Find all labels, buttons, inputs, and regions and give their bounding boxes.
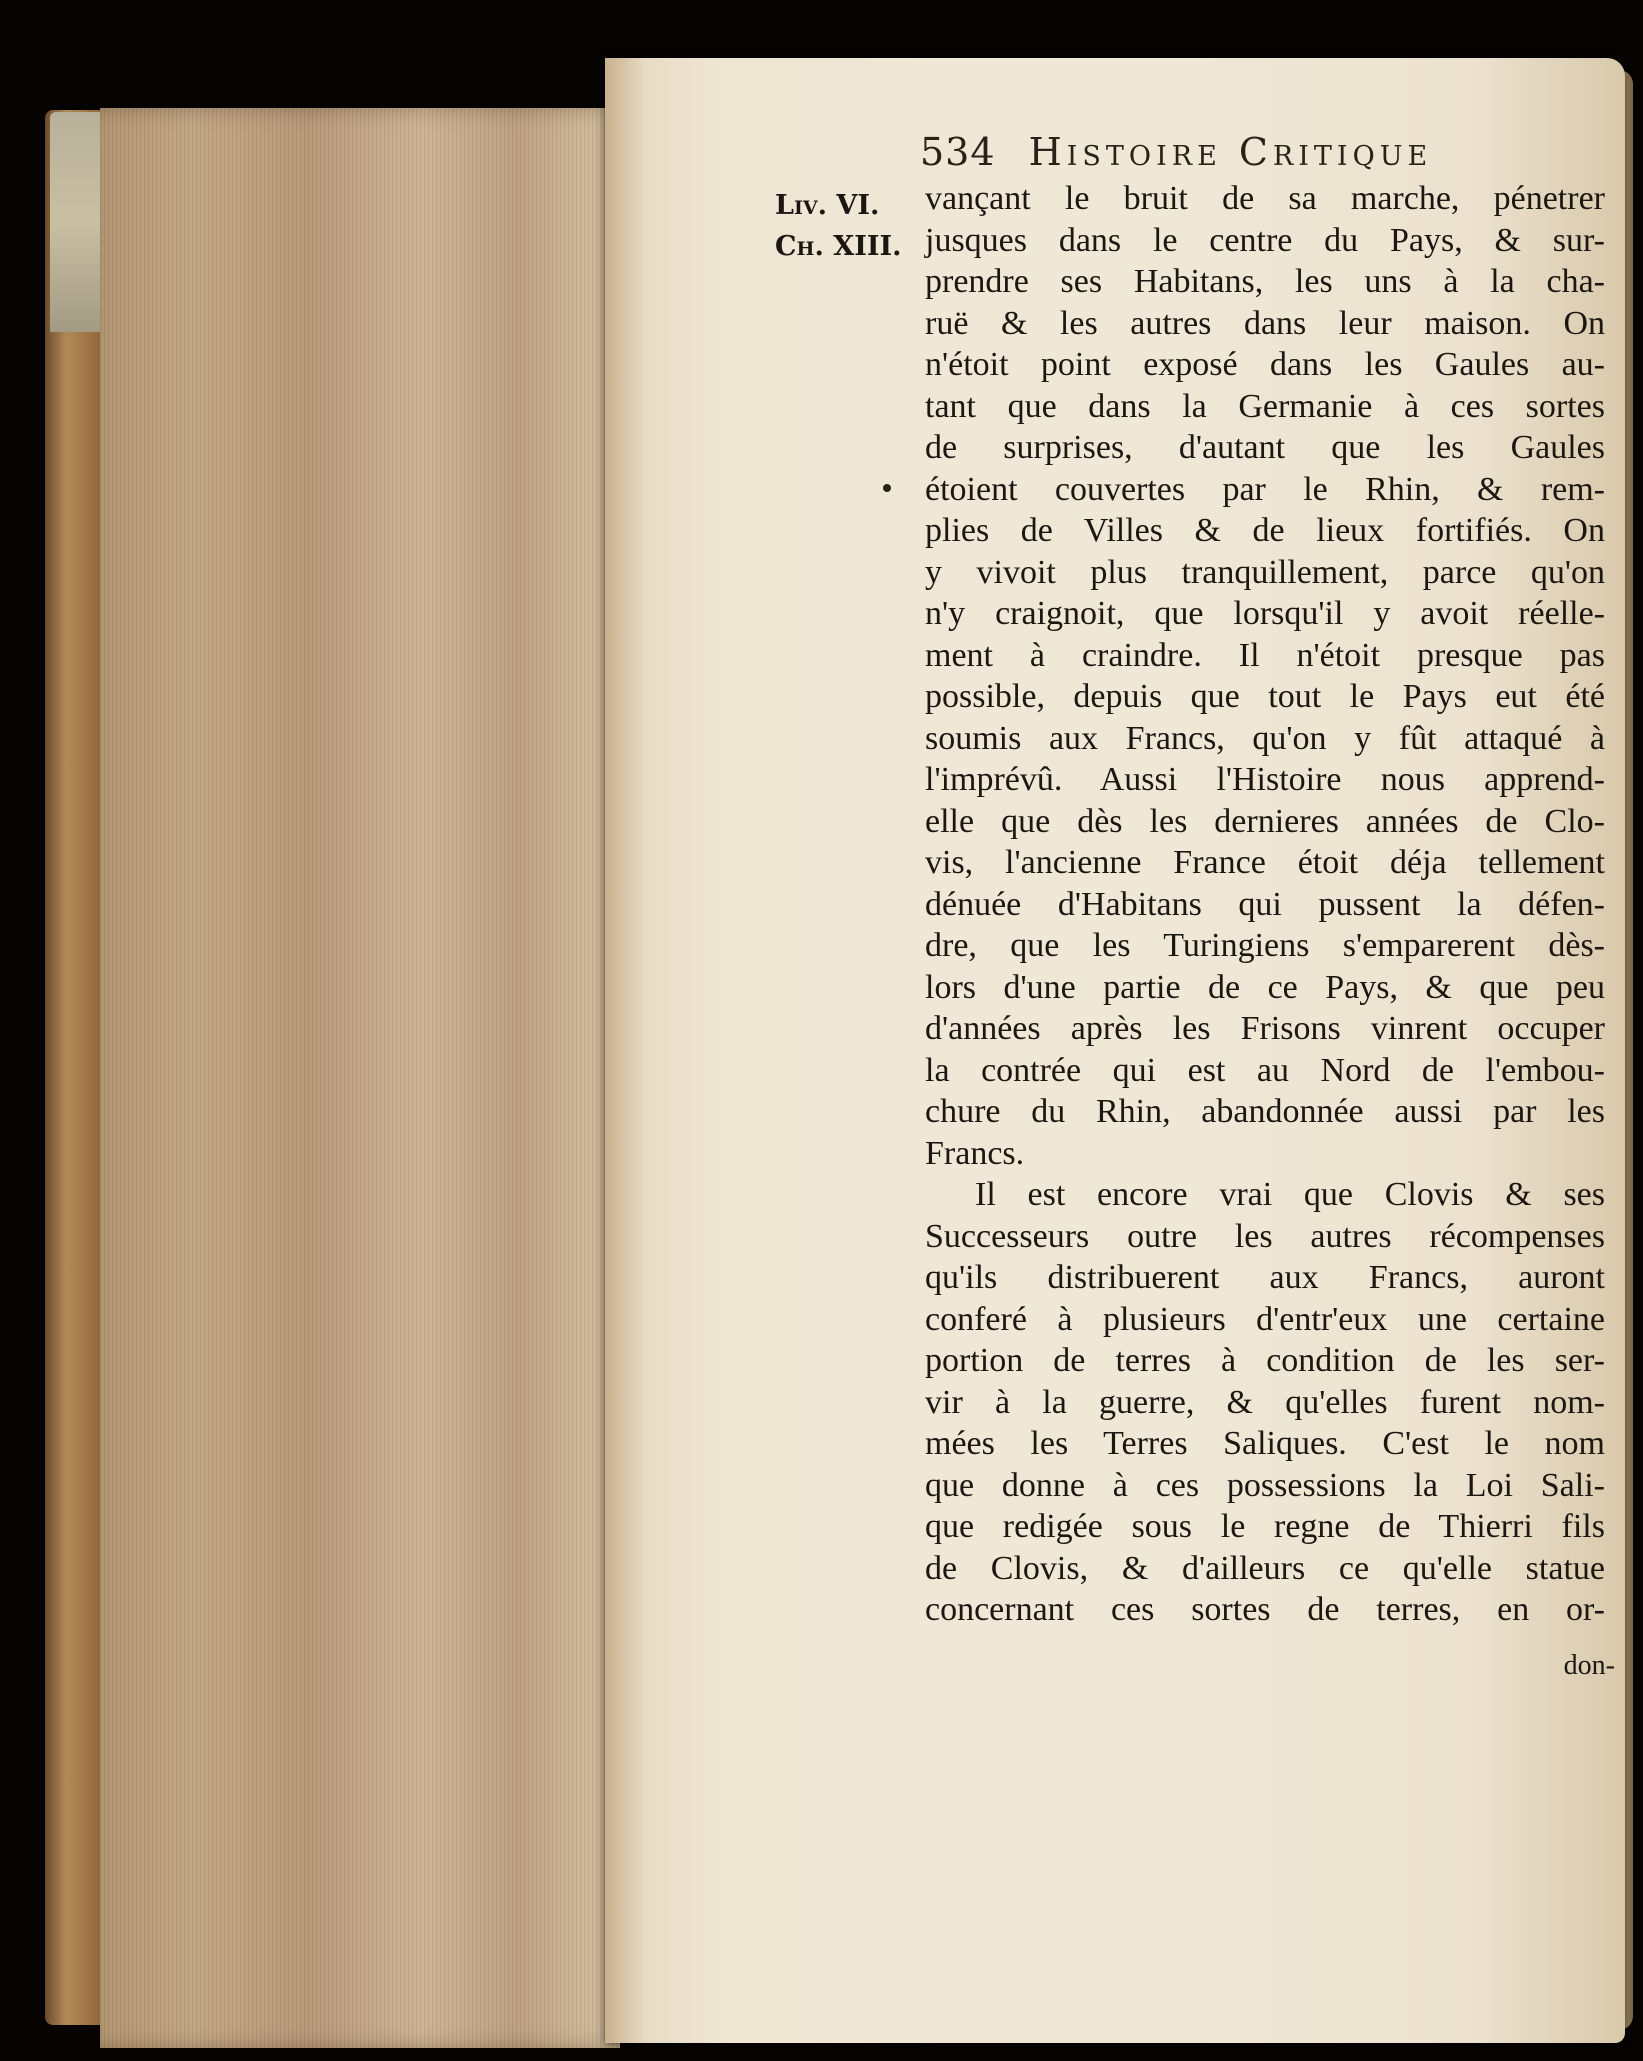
text-line: ruë & les autres dans leur maison. On	[925, 304, 1605, 342]
text-line: l'imprévû. Aussi l'Histoire nous apprend-	[925, 761, 1605, 798]
margin-chapter-ref: Ch. XIII.	[775, 231, 902, 262]
book-spine-worn-corner	[50, 112, 105, 332]
text-line: dénuée d'Habitans qui pussent la défen-	[925, 885, 1605, 923]
text-line: prendre ses Habitans, les uns à la cha-	[925, 263, 1605, 300]
text-line: concernant ces sortes de terres, en or-	[925, 1591, 1605, 1628]
text-line: n'étoit point exposé dans les Gaules au-	[925, 346, 1605, 383]
text-line: vir à la guerre, & qu'elles furent nom-	[925, 1383, 1605, 1421]
text-line: d'années après les Frisons vinrent occuper	[925, 1010, 1605, 1047]
running-title: Histoire Critique	[1028, 130, 1433, 174]
text-line-paragraph-start: Il est encore vrai que Clovis & ses	[975, 1176, 1605, 1213]
text-line: que donne à ces possessions la Loi Sali-	[925, 1466, 1605, 1504]
text-line: que redigée sous le regne de Thierri fils	[925, 1508, 1605, 1545]
text-line: elle que dès les dernieres années de Clo-	[925, 802, 1605, 840]
text-line: soumis aux Francs, qu'on y fût attaqué à	[925, 719, 1605, 757]
margin-book-ref: Liv. VI.	[775, 190, 880, 221]
text-line: de surprises, d'autant que les Gaules	[925, 429, 1605, 466]
text-line: étoient couvertes par le Rhin, & rem-	[925, 470, 1605, 508]
marginal-note	[775, 185, 905, 267]
text-line: jusques dans le centre du Pays, & sur-	[925, 221, 1605, 259]
text-line: conferé à plusieurs d'entr'eux une certaine	[925, 1300, 1605, 1338]
text-line: vis, l'ancienne France étoit déja tellement	[925, 844, 1605, 881]
catchword: don-	[1563, 1650, 1615, 1681]
text-line: ment à craindre. Il n'étoit presque pas	[925, 636, 1605, 674]
text-line: portion de terres à condition de les ser-	[925, 1342, 1605, 1379]
text-line: de Clovis, & d'ailleurs ce qu'elle statue	[925, 1549, 1605, 1587]
running-head	[920, 130, 1540, 180]
text-line: la contrée qui est au Nord de l'embou-	[925, 1051, 1605, 1089]
text-line-paragraph-end: Francs.	[925, 1134, 1025, 1172]
text-line: Successeurs outre les autres récompenses	[925, 1217, 1605, 1255]
text-line: chure du Rhin, abandonnée aussi par les	[925, 1093, 1605, 1130]
text-line: plies de Villes & de lieux fortifiés. On	[925, 512, 1605, 549]
text-line: vançant le bruit de sa marche, pénetrer	[925, 180, 1605, 217]
text-line: mées les Terres Saliques. C'est le nom	[925, 1425, 1605, 1462]
page-number: 534	[920, 130, 996, 174]
text-line: tant que dans la Germanie à ces sortes	[925, 387, 1605, 425]
body-text	[925, 178, 1605, 1631]
text-line: possible, depuis que tout le Pays eut été	[925, 678, 1605, 715]
margin-dot-mark	[883, 484, 891, 492]
book-page-stack-edge	[100, 108, 620, 2048]
text-line: dre, que les Turingiens s'emparerent dès-	[925, 927, 1605, 964]
text-line: lors d'une partie de ce Pays, & que peu	[925, 968, 1605, 1006]
text-line: n'y craignoit, que lorsqu'il y avoit réelle-	[925, 595, 1605, 632]
text-line: qu'ils distribuerent aux Francs, auront	[925, 1259, 1605, 1296]
text-line: y vivoit plus tranquillement, parce qu'on	[925, 553, 1605, 591]
